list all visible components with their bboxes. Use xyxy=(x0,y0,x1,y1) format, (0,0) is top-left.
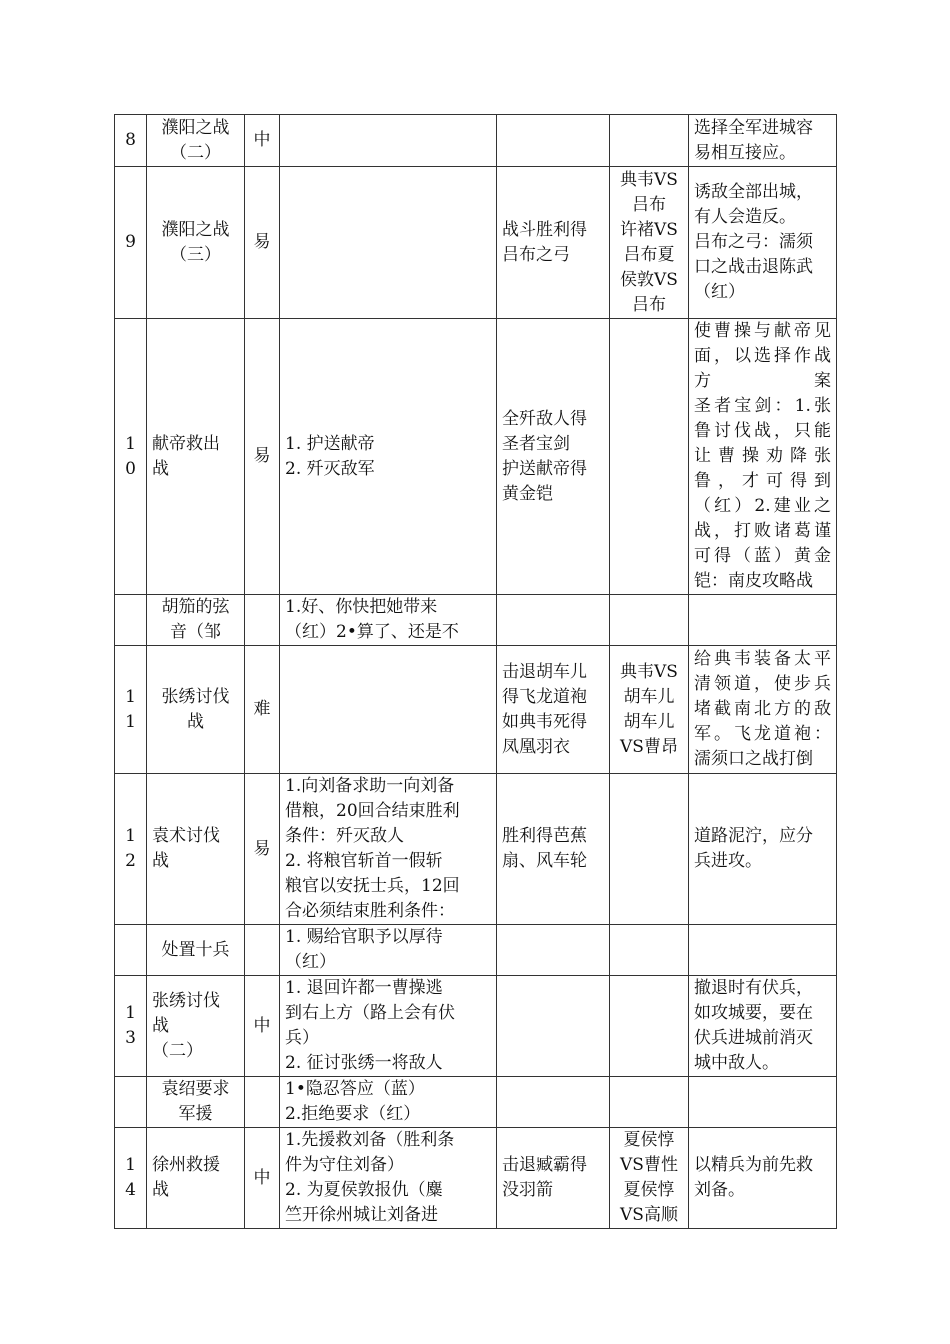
row-number: 14 xyxy=(115,1128,147,1229)
battle-name-line: （二） xyxy=(170,142,221,163)
battle-name-line: 濮阳之战 xyxy=(161,219,230,240)
strategy-notes-line: 伏兵进城前消灭 xyxy=(694,1028,813,1048)
choice-options-line: 2. 将粮官斩首一假斩 xyxy=(285,851,443,871)
duel-matchups-line: 典韦VS xyxy=(620,661,678,682)
strategy-notes-line: 圣者宝剑：1.张 xyxy=(694,396,831,416)
duel-matchups-line: 许褚VS xyxy=(620,219,678,240)
battle-name-line: 张绣讨伐 xyxy=(152,990,220,1011)
reward-text-line: 没羽箭 xyxy=(502,1180,553,1200)
duel-matchups-line: 夏侯惇 xyxy=(623,1180,675,1200)
reward-text xyxy=(497,646,610,774)
row-number: 8 xyxy=(115,115,147,167)
strategy-notes-line: 道路泥泞，应分 xyxy=(694,826,813,846)
choice-options-line: 2. 为夏侯敦报仇（麋 xyxy=(285,1180,443,1200)
difficulty: 中 xyxy=(245,976,280,1077)
duel-matchups-line: 典韦VS xyxy=(620,169,678,190)
strategy-notes-line: （红） xyxy=(694,282,745,302)
duel-matchups-line: VS曹性 xyxy=(620,1155,678,1175)
choice-options-line: 借粮，20回合结束胜利 xyxy=(285,801,460,821)
duel-matchups-line: 夏侯惇 xyxy=(623,1130,675,1150)
duel-matchups-line: 胡车儿 xyxy=(623,711,675,732)
battle-name-line: 张绣讨伐 xyxy=(161,686,230,707)
table-row xyxy=(115,976,837,1077)
battle-name-line: 徐州救援 xyxy=(152,1155,220,1175)
strategy-notes xyxy=(689,1077,837,1128)
choice-options-line: 2. 歼灭敌军 xyxy=(285,458,375,479)
choice-options xyxy=(280,925,497,976)
row-number: 10 xyxy=(115,319,147,595)
choice-options-line: 1•隐忍答应（蓝） xyxy=(285,1079,425,1099)
choice-options-line: 合必须结束胜利条件： xyxy=(285,901,455,921)
strategy-notes xyxy=(689,115,837,167)
strategy-notes xyxy=(689,925,837,976)
strategy-notes-line: 如攻城要，要在 xyxy=(694,1003,813,1023)
difficulty xyxy=(245,1077,280,1128)
battle-name-line: 战 xyxy=(152,458,169,479)
choice-options xyxy=(280,319,497,595)
reward-text xyxy=(497,925,610,976)
duel-matchups xyxy=(610,167,689,319)
difficulty: 易 xyxy=(245,319,280,595)
duel-matchups xyxy=(610,595,689,646)
difficulty xyxy=(245,595,280,646)
strategy-notes-line: 面，以选择作战 xyxy=(694,346,831,366)
strategy-notes-line: 使曹操与献帝见 xyxy=(694,321,831,341)
strategy-notes-line: 有人会造反。 xyxy=(694,207,796,227)
duel-matchups xyxy=(610,1128,689,1229)
strategy-notes-line: 濡须口之战打倒 xyxy=(694,749,813,769)
reward-text-line: 吕布之弓 xyxy=(502,244,570,265)
reward-text-line: 如典韦死得 xyxy=(502,711,587,732)
battle-name xyxy=(147,646,245,774)
reward-text xyxy=(497,774,610,925)
reward-text xyxy=(497,167,610,319)
row-number: 13 xyxy=(115,976,147,1077)
reward-text-line: 凤凰羽衣 xyxy=(502,736,570,757)
reward-text xyxy=(497,1128,610,1229)
choice-options-line: 兵） xyxy=(285,1028,319,1048)
choice-options xyxy=(280,1128,497,1229)
row-number: 12 xyxy=(115,774,147,925)
strategy-notes-line: 鲁，才可得到 xyxy=(694,471,831,491)
strategy-notes xyxy=(689,1128,837,1229)
reward-text-line: 击退臧霸得 xyxy=(502,1155,587,1175)
row-number xyxy=(115,1077,147,1128)
difficulty xyxy=(245,925,280,976)
choice-options xyxy=(280,976,497,1077)
battle-name-line: 战 xyxy=(152,1015,169,1036)
strategy-notes-line: 以精兵为前先救 xyxy=(694,1155,813,1175)
battle-name xyxy=(147,595,245,646)
row-number xyxy=(115,595,147,646)
choice-options-line: 1. 护送献帝 xyxy=(285,433,375,454)
battle-name-line: （三） xyxy=(170,244,221,265)
duel-matchups xyxy=(610,774,689,925)
battle-name-line: 战 xyxy=(152,851,169,871)
table-row xyxy=(115,1077,837,1128)
reward-text xyxy=(497,976,610,1077)
battle-name-line: 战 xyxy=(187,711,204,732)
battle-name xyxy=(147,774,245,925)
choice-options-line: 到右上方（路上会有伏 xyxy=(285,1003,455,1023)
table-row xyxy=(115,925,837,976)
strategy-notes-line: 诱敌全部出城， xyxy=(694,182,813,202)
table-row xyxy=(115,774,837,925)
reward-text xyxy=(497,115,610,167)
reward-text xyxy=(497,595,610,646)
choice-options-line: 2. 征讨张绣一将敌人 xyxy=(285,1053,443,1073)
duel-matchups-line: VS曹昂 xyxy=(620,736,678,757)
duel-matchups xyxy=(610,319,689,595)
strategy-notes-line: 吕布之弓：濡须 xyxy=(694,232,813,252)
battle-name xyxy=(147,925,245,976)
strategy-notes-line: 可得（蓝）黄金 xyxy=(694,546,831,566)
table-row xyxy=(115,595,837,646)
choice-options xyxy=(280,1077,497,1128)
choice-options-line: 条件：歼灭敌人 xyxy=(285,826,404,846)
reward-text-line: 战斗胜利得 xyxy=(502,219,587,240)
reward-text-line: 得飞龙道袍 xyxy=(502,686,587,707)
strategy-notes xyxy=(689,595,837,646)
battle-name xyxy=(147,319,245,595)
table-row xyxy=(115,319,837,595)
reward-text xyxy=(497,1077,610,1128)
choice-options xyxy=(280,115,497,167)
difficulty: 中 xyxy=(245,115,280,167)
strategy-notes-line: 方案 xyxy=(694,371,831,391)
strategy-notes-line: （红）2.建业之 xyxy=(694,496,831,516)
reward-text-line: 胜利得芭蕉 xyxy=(502,826,587,846)
strategy-notes-line: 铠：南皮攻略战 xyxy=(694,571,813,591)
choice-options-line: 粮官以安抚士兵，12回 xyxy=(285,876,460,896)
difficulty: 中 xyxy=(245,1128,280,1229)
strategy-notes-line: 军。飞龙道袍： xyxy=(694,724,831,744)
reward-text-line: 黄金铠 xyxy=(502,483,553,504)
row-number: 11 xyxy=(115,646,147,774)
choice-options xyxy=(280,595,497,646)
reward-text-line: 护送献帝得 xyxy=(502,458,587,479)
battle-name xyxy=(147,1128,245,1229)
battle-name-line: 胡笳的弦 xyxy=(161,597,230,617)
strategy-notes-line: 给典韦装备太平 xyxy=(694,649,831,669)
battle-name-line: 处置十兵 xyxy=(161,939,230,960)
duel-matchups-line: 吕布夏 xyxy=(623,244,675,265)
battle-name-line: 袁术讨伐 xyxy=(152,826,220,846)
choice-options xyxy=(280,774,497,925)
strategy-notes-line: 战，打败诸葛谨 xyxy=(694,521,831,541)
choice-options-line: 件为守住刘备） xyxy=(285,1155,404,1175)
strategy-notes-line: 刘备。 xyxy=(694,1180,745,1200)
table-row xyxy=(115,1128,837,1229)
battle-name-line: 献帝救出 xyxy=(152,433,220,454)
strategy-notes xyxy=(689,167,837,319)
duel-matchups xyxy=(610,976,689,1077)
battle-name-line: （二） xyxy=(152,1040,203,1061)
duel-matchups-line: 吕布 xyxy=(632,294,666,315)
difficulty: 易 xyxy=(245,774,280,925)
duel-matchups xyxy=(610,115,689,167)
strategy-notes-line: 易相互接应。 xyxy=(694,142,796,163)
page-area xyxy=(114,114,836,1229)
strategy-notes-line: 选择全军进城容 xyxy=(694,117,813,138)
strategy-notes-line: 城中敌人。 xyxy=(694,1053,779,1073)
battle-name xyxy=(147,976,245,1077)
battle-name-line: 战 xyxy=(152,1180,169,1200)
strategy-notes-line: 鲁讨伐战，只能 xyxy=(694,421,831,441)
duel-matchups xyxy=(610,1077,689,1128)
duel-matchups-line: VS高顺 xyxy=(620,1205,678,1225)
reward-text-line: 扇、风车轮 xyxy=(502,851,587,871)
difficulty: 难 xyxy=(245,646,280,774)
duel-matchups-line: 侯敦VS xyxy=(620,269,678,290)
strategy-notes-line: 兵进攻。 xyxy=(694,851,762,871)
difficulty: 易 xyxy=(245,167,280,319)
choice-options-line: （红） xyxy=(285,952,336,972)
duel-matchups xyxy=(610,925,689,976)
row-number xyxy=(115,925,147,976)
table-row xyxy=(115,115,837,167)
strategy-notes xyxy=(689,976,837,1077)
reward-text-line: 全歼敌人得 xyxy=(502,408,587,429)
battle-name-line: 袁绍要求 xyxy=(161,1079,230,1099)
battle-name-line: 濮阳之战 xyxy=(161,117,230,138)
battle-name xyxy=(147,167,245,319)
strategy-notes-line: 口之战击退陈武 xyxy=(694,257,813,277)
choice-options-line: 1.向刘备求助一向刘备 xyxy=(285,776,455,796)
row-number: 9 xyxy=(115,167,147,319)
table-row xyxy=(115,646,837,774)
duel-matchups-line: 胡车儿 xyxy=(623,686,675,707)
choice-options xyxy=(280,167,497,319)
choice-options-line: （红）2•算了、还是不 xyxy=(285,622,459,642)
choice-options-line: 竺开徐州城让刘备进 xyxy=(285,1205,438,1225)
choice-options-line: 2.拒绝要求（红） xyxy=(285,1104,421,1124)
reward-text-line: 击退胡车儿 xyxy=(502,661,587,682)
strategy-notes xyxy=(689,319,837,595)
battle-name-line: 音（邹 xyxy=(170,622,221,642)
reward-text xyxy=(497,319,610,595)
strategy-notes-line: 堵截南北方的敌 xyxy=(694,699,831,719)
battle-name-line: 军援 xyxy=(178,1104,213,1124)
strategy-notes-line: 撤退时有伏兵， xyxy=(694,978,813,998)
strategy-notes-line: 清领道，使步兵 xyxy=(694,674,831,694)
choice-options-line: 1.先援救刘备（胜利条 xyxy=(285,1130,455,1150)
choice-options-line: 1.好、你快把她带来 xyxy=(285,597,438,617)
battle-name xyxy=(147,1077,245,1128)
duel-matchups-line: 吕布 xyxy=(632,194,666,215)
choice-options-line: 1. 赐给官职予以厚待 xyxy=(285,927,443,947)
table-row xyxy=(115,167,837,319)
reward-text-line: 圣者宝剑 xyxy=(502,433,570,454)
choice-options-line: 1. 退回许都一曹操逃 xyxy=(285,978,443,998)
strategy-table xyxy=(114,114,837,1229)
strategy-notes-line: 让曹操劝降张 xyxy=(694,446,831,466)
duel-matchups xyxy=(610,646,689,774)
strategy-notes xyxy=(689,646,837,774)
battle-name xyxy=(147,115,245,167)
strategy-notes xyxy=(689,774,837,925)
choice-options xyxy=(280,646,497,774)
